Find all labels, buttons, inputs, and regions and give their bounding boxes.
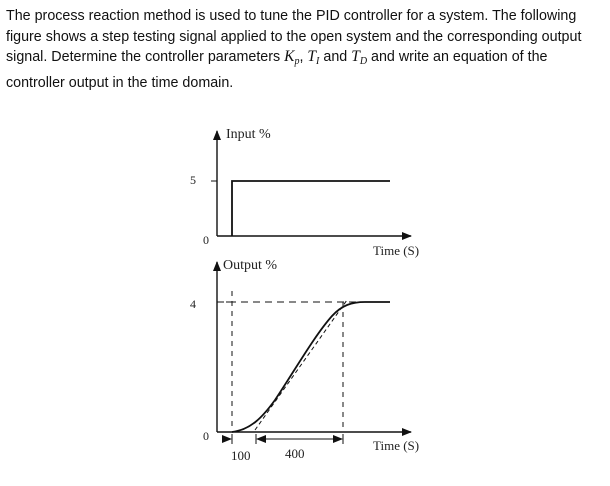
input-y-tick-5: 5 [190, 173, 196, 187]
ti-symbol: $T_I$ [307, 48, 320, 67]
td-symbol: $T_D$ [351, 48, 368, 67]
input-y-tick-0: 0 [203, 233, 209, 247]
time-constant-label: 400 [285, 446, 305, 461]
question-line-4: controller output in the time domain. [6, 74, 234, 91]
output-y-tick-4: 4 [190, 297, 196, 311]
input-chart [190, 127, 419, 258]
kp-symbol: $K_p$ [284, 48, 300, 67]
response-curve [232, 302, 390, 432]
tangent-line [255, 300, 347, 430]
input-y-label: Input % [226, 127, 271, 142]
question-line-3a: signal. Determine the controller parameters [6, 49, 285, 65]
question-line-3b: and write an equation of the [367, 49, 548, 65]
input-x-label: Time (S) [373, 243, 420, 258]
dead-time-label: 100 [231, 448, 251, 463]
input-step-line [232, 181, 390, 236]
question-text: The process reaction method is used to tune the PID controller for a system. The following figure shows a step testing signal applied to the open system and the corresponding output signal. Determine the controller parameters $K_p$, $T_I$ and $T_D$ and write an equation of the controller output in the time domain. [6, 8, 582, 91]
question-line-1: The process reaction method is used to tune the PID controller for a system. The following [6, 8, 577, 24]
output-y-label: Output % [223, 258, 278, 273]
output-chart [190, 258, 419, 463]
question-line-2: figure shows a step testing signal applied to the open system and the corresponding output [6, 28, 582, 45]
output-y-tick-0: 0 [203, 429, 209, 443]
output-x-label: Time (S) [373, 438, 420, 453]
